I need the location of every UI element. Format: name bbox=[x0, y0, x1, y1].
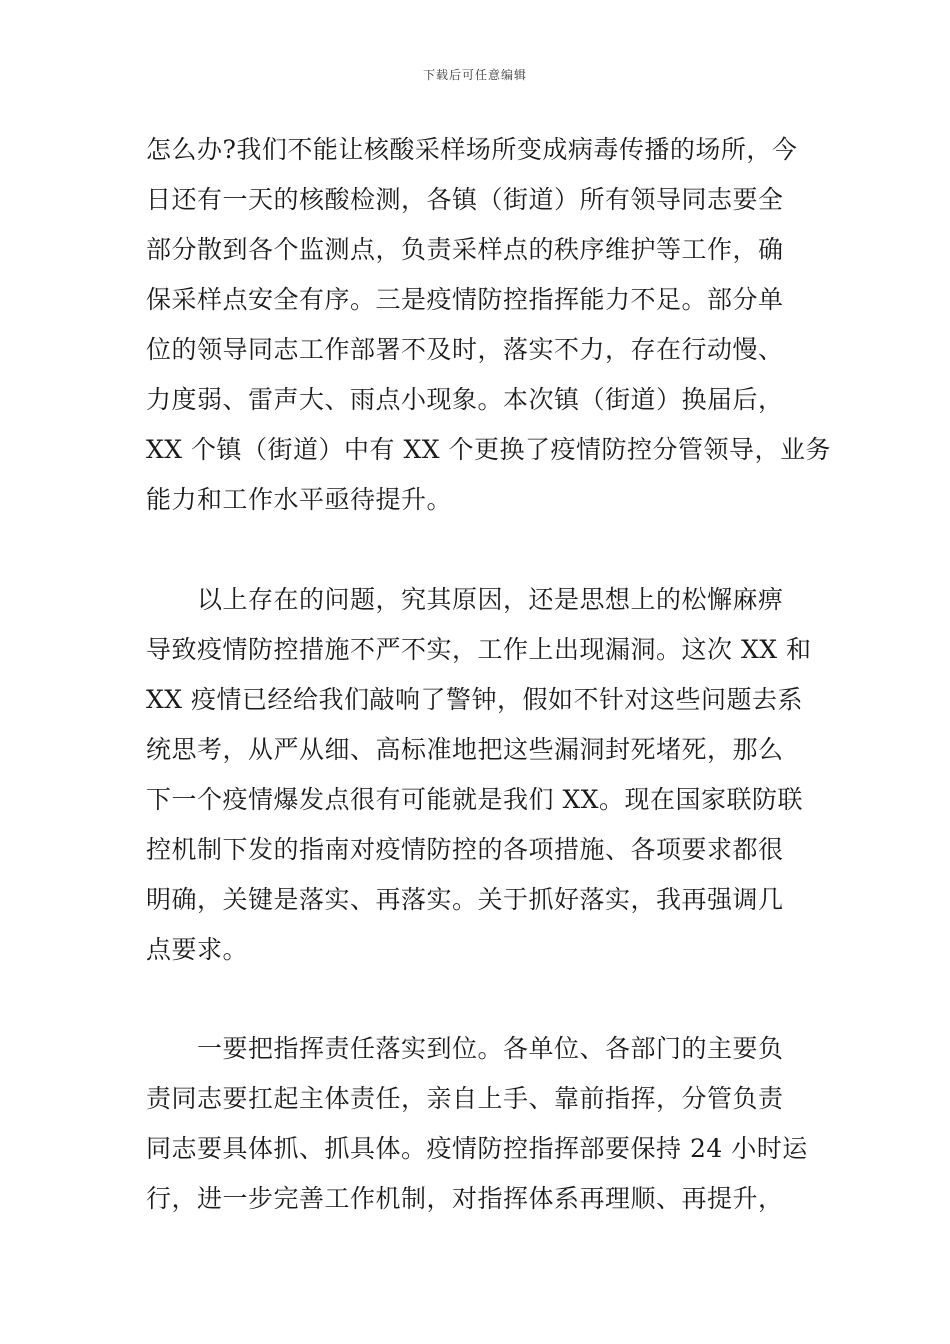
text-line: 下一个疫情爆发点很有可能就是我们 XX。现在国家联防联 bbox=[146, 785, 804, 814]
paragraph-2 bbox=[146, 575, 812, 975]
text-line: 位的领导同志工作部署不及时，落实不力，存在行动慢、 bbox=[146, 335, 784, 364]
text-line: XX 疫情已经给我们敲响了警钟，假如不针对这些问题去系 bbox=[146, 685, 804, 714]
text-line: XX 个镇（街道）中有 XX 个更换了疫情防控分管领导，业务 bbox=[146, 435, 832, 464]
page-header-note: 下载后可任意编辑 bbox=[422, 68, 527, 82]
text-line: 日还有一天的核酸检测，各镇（街道）所有领导同志要全 bbox=[146, 185, 784, 214]
text-line: 保采样点安全有序。三是疫情防控指挥能力不足。部分单 bbox=[146, 285, 784, 314]
text-line: 同志要具体抓、抓具体。疫情防控指挥部要保持 24 小时运 bbox=[146, 1134, 808, 1163]
paragraph-1 bbox=[146, 125, 832, 525]
text-line: 控机制下发的指南对疫情防控的各项措施、各项要求都很 bbox=[146, 835, 784, 864]
paragraph-3 bbox=[146, 1024, 812, 1224]
text-line: 一要把指挥责任落实到位。各单位、各部门的主要负 bbox=[146, 1034, 784, 1063]
text-line: 导致疫情防控措施不严不实，工作上出现漏洞。这次 XX 和 bbox=[146, 635, 812, 664]
text-line: 统思考，从严从细、高标准地把这些漏洞封死堵死，那么 bbox=[146, 735, 784, 764]
text-line: 明确，关键是落实、再落实。关于抓好落实，我再强调几 bbox=[146, 885, 784, 914]
text-line: 点要求。 bbox=[146, 935, 249, 964]
text-line: 责同志要扛起主体责任，亲自上手、靠前指挥，分管负责 bbox=[146, 1084, 784, 1113]
text-line: 能力和工作水平亟待提升。 bbox=[146, 485, 453, 514]
text-line: 力度弱、雷声大、雨点小现象。本次镇（街道）换届后， bbox=[146, 385, 784, 414]
text-line: 部分散到各个监测点，负责采样点的秩序维护等工作，确 bbox=[146, 235, 784, 264]
text-line: 行，进一步完善工作机制，对指挥体系再理顺、再提升， bbox=[146, 1184, 784, 1213]
text-line: 怎么办?我们不能让核酸采样场所变成病毒传播的场所，今 bbox=[146, 135, 798, 164]
text-line: 以上存在的问题，究其原因，还是思想上的松懈麻痹 bbox=[146, 585, 784, 614]
